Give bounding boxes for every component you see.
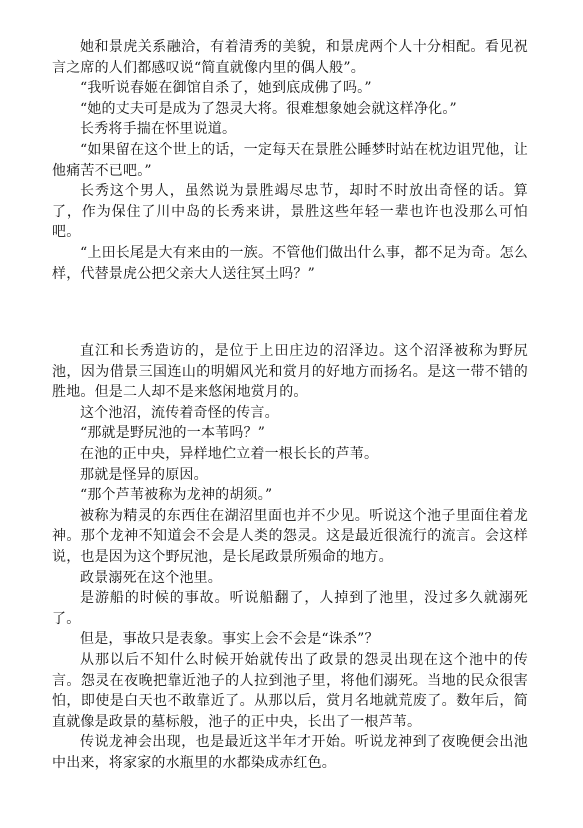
paragraph: “她的丈夫可是成为了怨灵大将。很难想象她会就这样净化。” <box>80 100 457 117</box>
paragraph: 她和景虎关系融洽，有着清秀的美貌，和景虎两个人十分相配。看见祝言之席的人们都感叹说“简直就像内里的偶人般”。 <box>52 39 528 76</box>
paragraph: 被称为精灵的东西住在湖沼里面也并不少见。听说这个池子里面住着龙神。那个龙神不知道会不会是人类的怨灵。这是最近很流行的流言。会这样说，也是因为这个野尻池，是长尾政景所殒命的地方。 <box>52 507 528 565</box>
paragraph: 长秀将手揣在怀里说道。 <box>80 121 237 138</box>
paragraph: 是游船的时候的事故。听说船翻了，人掉到了池里，没过多久就溺死了。 <box>52 590 528 627</box>
text-section-2 <box>52 341 528 773</box>
paragraph: 长秀这个男人，虽然说为景胜竭尽忠节，却时不时放出奇怪的话。算了，作为保住了川中岛的长秀来讲，景胜这些年轻一辈也许也没那么可怕吧。 <box>52 183 528 241</box>
paragraph: “我听说春姬在御馆自杀了，她到底成佛了吗。” <box>80 80 372 97</box>
paragraph: 那就是怪异的原因。 <box>80 466 208 483</box>
paragraph: 从那以后不知什么时候开始就传出了政景的怨灵出现在这个池中的传言。怨灵在夜晚把靠近池子的人拉到池子里，将他们溺死。当地的民众很害怕，即使是白天也不敢靠近了。从那以后，赏月名地就荒废了。数年后，简直就像是政景的墓标般，池子的正中央，长出了一根芦苇。 <box>52 651 528 730</box>
paragraph: 这个池沼，流传着奇怪的传言。 <box>80 404 279 421</box>
text-section-1 <box>52 37 528 284</box>
paragraph: 在池的正中央，异样地伫立着一根长长的芦苇。 <box>80 445 379 462</box>
paragraph: 但是，事故只是表象。事实上会不会是“诛杀”？ <box>80 631 379 648</box>
paragraph: 直江和长秀造访的，是位于上田庄边的沼泽边。这个沼泽被称为野尻池，因为借景三国连山的明媚风光和赏月的好地方而扬名。是这一带不错的胜地。但是二人却不是来悠闲地赏月的。 <box>52 343 528 401</box>
paragraph: 传说龙神会出现，也是最近这半年才开始。听说龙神到了夜晚便会出池中出来，将家家的水瓶里的水都染成赤红色。 <box>52 734 528 771</box>
paragraph: “上田长尾是大有来由的一族。不管他们做出什么事，都不足为奇。怎么样，代替景虎公把父亲大人送往冥土吗？” <box>52 244 528 282</box>
paragraph: “那个芦苇被称为龙神的胡须。” <box>80 487 273 504</box>
paragraph: “如果留在这个世上的话，一定每天在景胜公睡梦时站在枕边诅咒他，让他痛苦不已吧。” <box>52 141 528 179</box>
paragraph: “那就是野尻池的一本苇吗？” <box>80 425 266 442</box>
paragraph: 政景溺死在这个池里。 <box>80 569 222 586</box>
